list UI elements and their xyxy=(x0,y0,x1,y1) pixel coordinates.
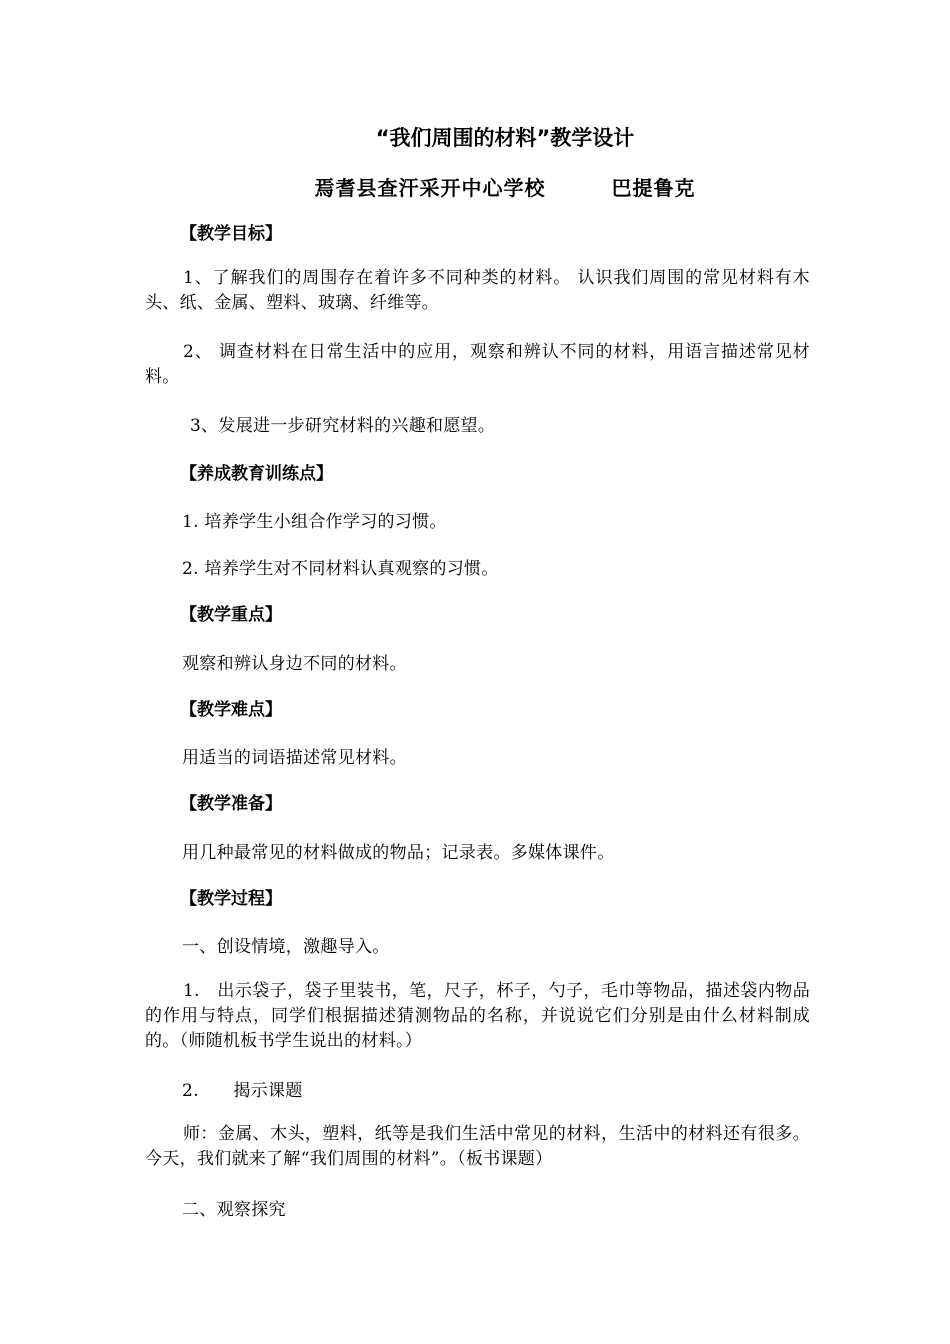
step-one: 一、创设情境，激趣导入。 xyxy=(182,937,390,957)
step-one-item-2: 2. 揭示课题 xyxy=(182,1081,303,1101)
prep-heading: 【教学准备】 xyxy=(180,794,282,814)
training-1: 1. 培养学生小组合作学习的习惯。 xyxy=(182,512,447,532)
author-name: 巴提鲁克 xyxy=(611,176,696,200)
key-heading: 【教学重点】 xyxy=(180,605,282,625)
author-line xyxy=(0,172,950,201)
step-two: 二、观察探究 xyxy=(182,1200,286,1220)
objectives-heading: 【教学目标】 xyxy=(180,224,282,244)
objective-2: 2、 调查材料在日常生活中的应用，观察和辨认不同的材料，用语言描述常见材料。 xyxy=(145,342,810,387)
objective-3: 3、发展进一步研究材料的兴趣和愿望。 xyxy=(190,416,496,436)
step-one-item-1: 1. 出示袋子，袋子里装书，笔，尺子，杯子，勺子，毛巾等物品，描述袋内物品的作用与特点，同学们根据描述猜测物品的名称，并说说它们分别是由什么材料制成的。（师随机板书学生说出的材料。） xyxy=(145,981,810,1051)
training-heading: 【养成教育训练点】 xyxy=(180,464,333,484)
training-2: 2. 培养学生对不同材料认真观察的习惯。 xyxy=(182,559,499,579)
school-name: 焉耆县查汗采开中心学校 xyxy=(314,176,546,200)
document-title: “我们周围的材料”教学设计 xyxy=(375,126,635,150)
process-heading: 【教学过程】 xyxy=(180,889,282,909)
prep-text: 用几种最常见的材料做成的物品；记录表。多媒体课件。 xyxy=(182,843,615,863)
objective-1: 1、了解我们的周围存在着许多不同种类的材料。 认识我们周围的常见材料有木头、纸、金属、塑料、玻璃、纤维等。 xyxy=(145,268,810,313)
difficulty-text: 用适当的词语描述常见材料。 xyxy=(182,748,407,768)
step-one-teacher: 师：金属、木头，塑料，纸等是我们生活中常见的材料，生活中的材料还有很多。今天，我们就来了解“我们周围的材料”。（板书课题） xyxy=(145,1124,810,1169)
difficulty-heading: 【教学难点】 xyxy=(180,700,282,720)
key-text: 观察和辨认身边不同的材料。 xyxy=(182,654,407,674)
